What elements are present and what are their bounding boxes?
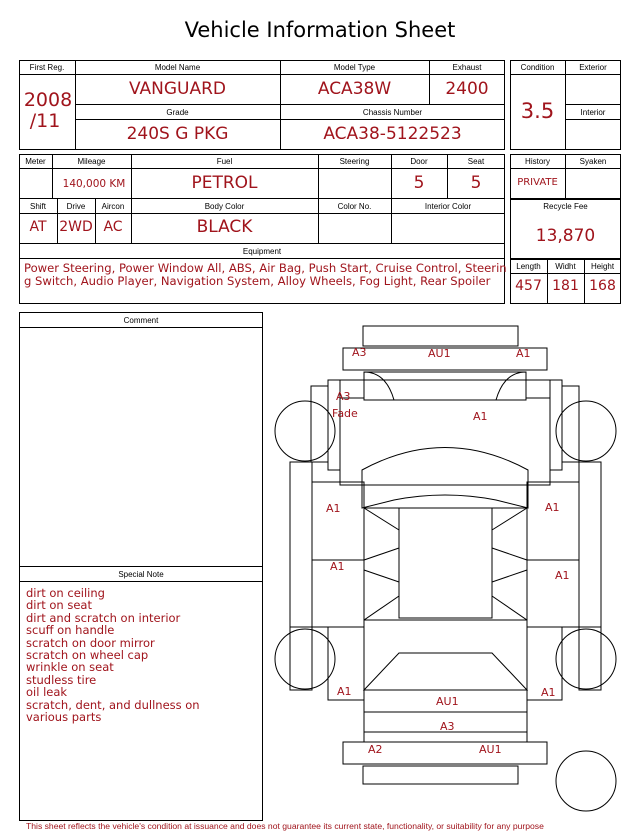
mark-right-rear-door: A1: [555, 569, 570, 582]
spare-tire: [556, 751, 616, 811]
right-front-fender: [562, 386, 579, 462]
recycle-fee-label: Recycle Fee: [543, 202, 588, 211]
mark-right-rear-quarter: A1: [541, 686, 556, 699]
exhaust-value: 2400: [445, 79, 489, 99]
mark-hood-left-a: A3: [336, 390, 351, 403]
body-color-label: Body Color: [204, 202, 245, 211]
right-rear-window: [492, 570, 527, 620]
left-sill: [290, 462, 312, 627]
right-rear-door: [527, 560, 579, 627]
chassis-value: ACA38-5122523: [323, 124, 462, 144]
interior-color-label: Interior Color: [424, 202, 472, 211]
aircon-label: Aircon: [101, 202, 125, 211]
recycle-fee-value: 13,870: [535, 226, 596, 246]
car-damage-diagram: [266, 320, 626, 820]
mark-rear-bumper-right: AU1: [479, 743, 502, 756]
first-reg-month: /11: [29, 110, 61, 132]
fuel-value: PETROL: [191, 173, 258, 193]
left-front-fender: [311, 386, 328, 462]
fuel-label: Fuel: [216, 157, 233, 166]
condition-value: 3.5: [520, 99, 555, 123]
drive-value: 2WD: [59, 219, 93, 235]
meter-label: Meter: [25, 157, 46, 166]
equipment-line-1: Power Steering, Power Window All, ABS, Air Bag, Push Start, Cruise Control, Steerin: [24, 261, 507, 275]
comment-label: Comment: [123, 316, 159, 325]
mark-left-front-door: A1: [326, 502, 341, 515]
mileage-value: 140,000 KM: [62, 178, 126, 190]
seat-label: Seat: [467, 157, 485, 166]
body-color-value: BLACK: [196, 217, 253, 237]
door-value: 5: [413, 173, 425, 193]
seat-value: 5: [470, 173, 482, 193]
mark-right-front-door: A1: [545, 501, 560, 514]
special-note-item: oil leak: [26, 685, 68, 700]
left-rear-window: [364, 570, 399, 620]
mark-back-door: AU1: [436, 695, 459, 708]
right-front-door: [527, 482, 579, 560]
exhaust-label: Exhaust: [452, 63, 482, 72]
grade-value: 240S G PKG: [126, 124, 229, 144]
footer-disclaimer: This sheet reflects the vehicle's condition at issuance and does not guarantee its current state, functionality, or suitability for any purpose: [26, 821, 544, 831]
length-label: Length: [516, 262, 541, 271]
special-note-item: dirt on seat: [26, 598, 92, 613]
width-value: 181: [552, 278, 579, 294]
sheet-title: Vehicle Information Sheet: [184, 18, 456, 42]
rear-right-wheel: [556, 629, 616, 689]
history-value: PRIVATE: [517, 177, 558, 188]
front-left-wheel: [275, 401, 335, 461]
mark-rear-panel: A3: [440, 720, 455, 733]
special-note-item: dirt and scratch on interior: [26, 610, 181, 625]
model-type-value: ACA38W: [317, 79, 392, 99]
syaken-label: Syaken: [579, 157, 607, 166]
right-sill: [579, 462, 601, 627]
hood-area: [340, 380, 550, 485]
model-name-value: VANGUARD: [128, 79, 227, 99]
shift-value: AT: [29, 219, 47, 235]
height-value: 168: [589, 278, 616, 294]
left-front-window: [364, 508, 399, 560]
special-note-item: various parts: [26, 710, 102, 725]
equipment-label: Equipment: [242, 247, 282, 256]
special-note-item: studless tire: [26, 672, 97, 687]
front-upper-bar: [363, 326, 518, 346]
mark-front-bumper-left: A3: [352, 346, 367, 359]
windshield: [362, 448, 528, 509]
left-front-door: [312, 482, 364, 560]
height-label: Height: [590, 262, 615, 271]
mileage-label: Mileage: [77, 157, 106, 166]
equipment-line-2: g Switch, Audio Player, Navigation System, Alloy Wheels, Fog Light, Rear Spoiler: [24, 274, 491, 288]
special-note-item: scratch on door mirror: [26, 635, 155, 650]
rear-window: [364, 653, 527, 690]
mark-front-bumper-center: AU1: [428, 347, 451, 360]
color-no-label: Color No.: [337, 202, 372, 211]
model-name-label: Model Name: [154, 63, 201, 72]
first-reg-label: First Reg.: [29, 63, 65, 72]
chassis-label: Chassis Number: [362, 108, 423, 117]
special-note-list: [26, 587, 200, 723]
mark-left-rear-door: A1: [330, 560, 345, 573]
condition-label: Condition: [520, 63, 555, 72]
special-note-item: scratch, dent, and dullness on: [26, 697, 200, 712]
door-label: Door: [410, 157, 428, 166]
model-type-label: Model Type: [333, 63, 376, 72]
left-headlight: [364, 372, 394, 400]
grade-label: Grade: [166, 108, 189, 117]
right-front-window: [492, 508, 527, 560]
right-headlight: [496, 372, 526, 400]
mark-front-bumper-right: A1: [516, 347, 531, 360]
roof: [399, 508, 492, 618]
drive-label: Drive: [66, 202, 86, 211]
special-note-item: scuff on handle: [26, 623, 115, 638]
first-reg-year: 2008: [23, 89, 73, 111]
interior-label: Interior: [580, 108, 606, 117]
special-note-item: scratch on wheel cap: [26, 648, 149, 663]
special-note-item: dirt on ceiling: [26, 586, 105, 600]
special-note-label: Special Note: [118, 570, 164, 579]
aircon-value: AC: [103, 219, 123, 235]
mark-left-rear-quarter: A1: [337, 685, 352, 698]
rear-lower-bar: [363, 766, 518, 784]
front-right-wheel: [556, 401, 616, 461]
exterior-label: Exterior: [579, 63, 607, 72]
mark-hood-left-b: Fade: [332, 407, 358, 420]
mark-hood: A1: [473, 410, 488, 423]
shift-label: Shift: [29, 202, 46, 211]
rear-left-wheel: [275, 629, 335, 689]
width-label: Widht: [555, 262, 576, 271]
length-value: 457: [515, 278, 542, 294]
mark-rear-bumper-left: A2: [368, 743, 383, 756]
history-label: History: [525, 157, 550, 166]
special-note-item: wrinkle on seat: [26, 660, 114, 675]
steering-label: Steering: [339, 157, 370, 166]
